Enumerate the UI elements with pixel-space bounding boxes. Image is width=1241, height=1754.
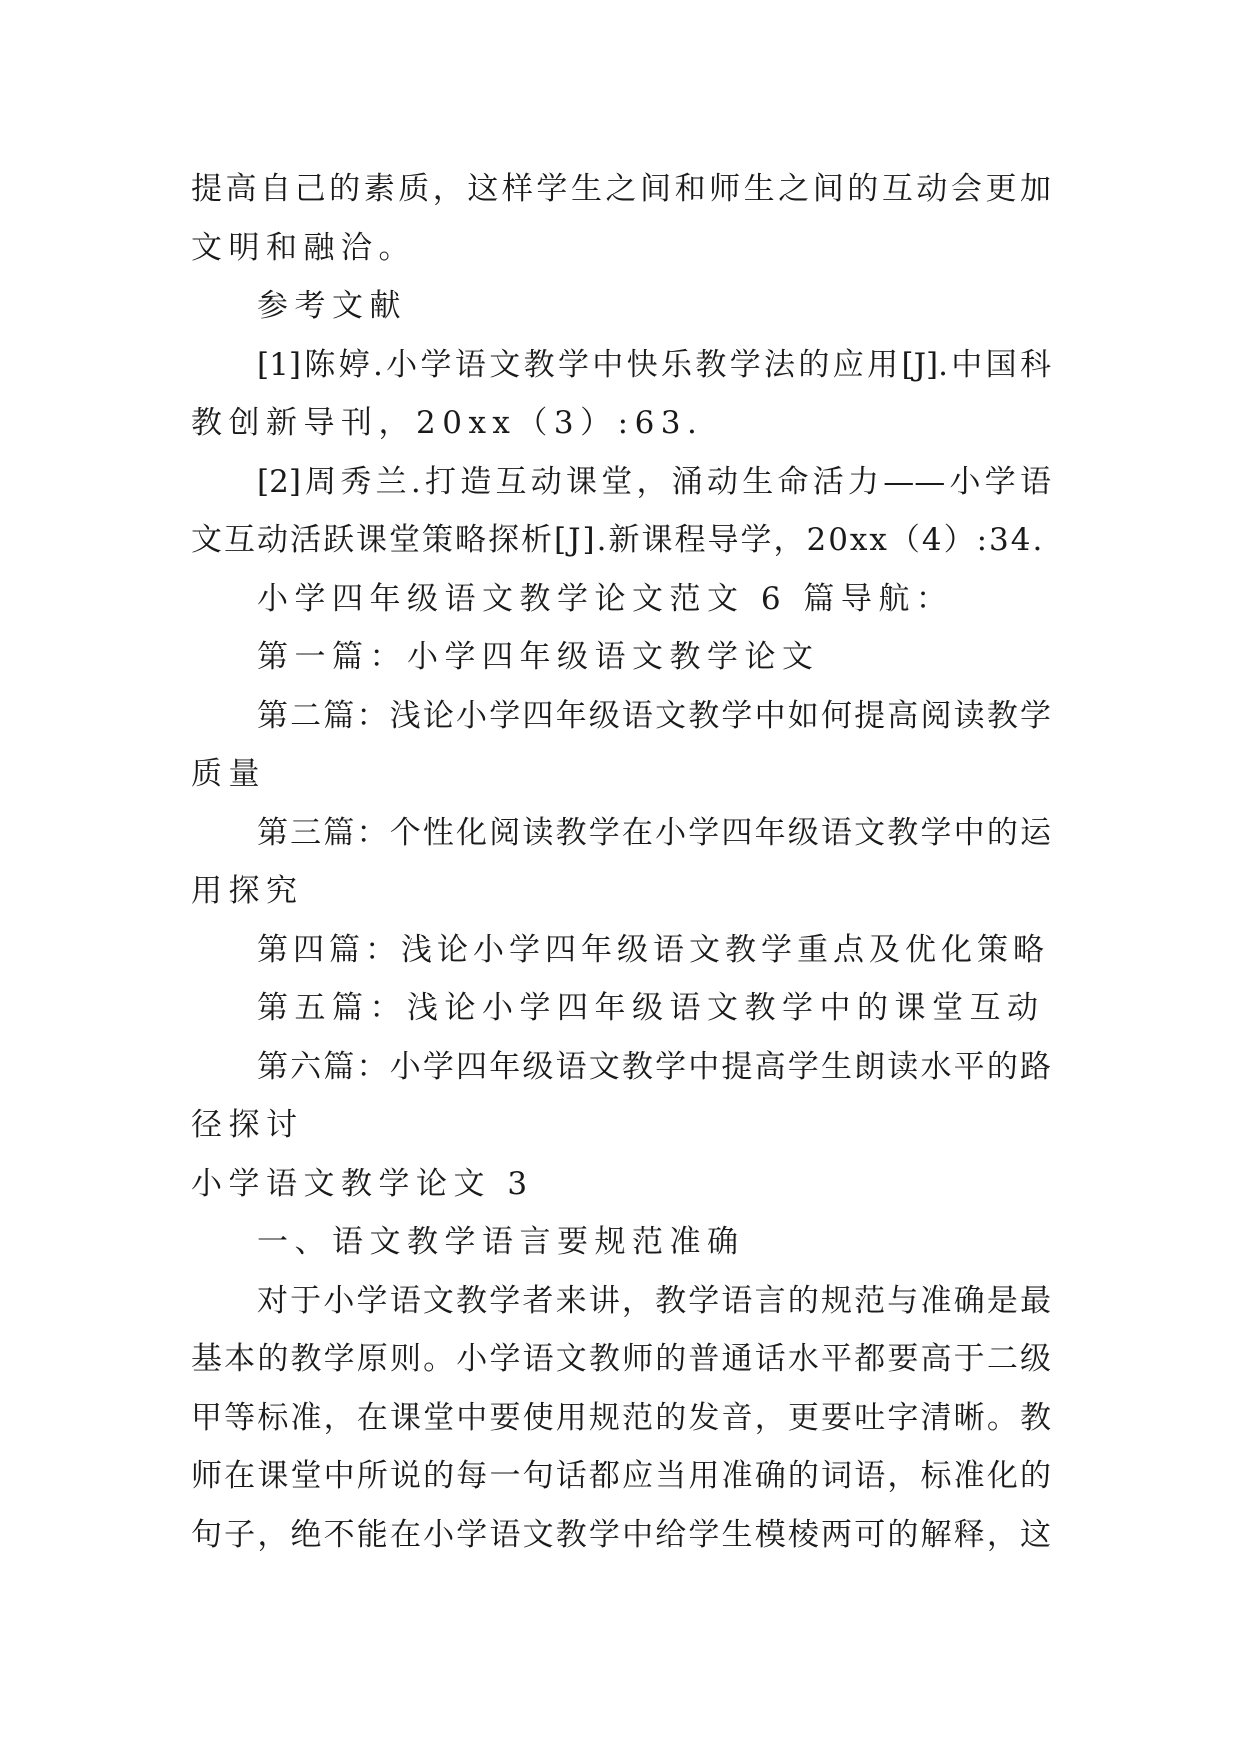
paragraph-nav-heading xyxy=(191,570,1051,629)
paragraph-nav-5 xyxy=(191,979,1051,1038)
paragraph-section-heading-1 xyxy=(191,1213,1051,1272)
paragraph-reference-2 xyxy=(191,453,1051,570)
paragraph-nav-2 xyxy=(191,687,1051,804)
paragraph-article-title xyxy=(191,1155,1051,1214)
text-line: 质量 xyxy=(191,756,266,792)
text-line: [1]陈婷.小学语文教学中快乐教学法的应用[J].中国科 xyxy=(257,346,1051,383)
paragraph-reference-1 xyxy=(191,336,1051,453)
text-line: 第三篇：个性化阅读教学在小学四年级语文教学中的运 xyxy=(257,814,1051,851)
text-line: 径探讨 xyxy=(191,1107,304,1143)
text-line: 甲等标准，在课堂中要使用规范的发音，更要吐字清晰。教 xyxy=(191,1399,1051,1436)
paragraph-references-heading xyxy=(191,277,1051,336)
text-line: 第六篇：小学四年级语文教学中提高学生朗读水平的路 xyxy=(257,1048,1051,1085)
text-line: 第四篇：浅论小学四年级语文教学重点及优化策略 xyxy=(257,931,1049,968)
text-line: 文互动活跃课堂策略探析[J].新课程导学，20xx（4）:34. xyxy=(191,522,1045,558)
paragraph-body-1 xyxy=(191,1272,1051,1565)
text-line: 教创新导刊，20xx（3）:63. xyxy=(191,405,704,441)
text-line: 第一篇：小学四年级语文教学论文 xyxy=(257,639,820,675)
paragraph-nav-3 xyxy=(191,804,1051,921)
text-line: 文明和融洽。 xyxy=(191,229,416,266)
text-line: 基本的教学原则。小学语文教师的普通话水平都要高于二级 xyxy=(191,1341,1051,1377)
text-line: 提高自己的素质，这样学生之间和师生之间的互动会更加 xyxy=(191,171,1051,207)
text-line: 小学四年级语文教学论文范文 6 篇导航： xyxy=(257,580,954,617)
document-page xyxy=(191,160,1051,1564)
text-line: 第五篇：浅论小学四年级语文教学中的课堂互动 xyxy=(257,990,1045,1026)
text-line: 用探究 xyxy=(191,873,304,909)
text-line: 对于小学语文教学者来讲，教学语言的规范与准确是最 xyxy=(257,1282,1051,1319)
text-line: 参考文献 xyxy=(257,288,407,324)
text-line: [2]周秀兰.打造互动课堂，涌动生命活力——小学语 xyxy=(257,463,1051,500)
text-line: 一、语文教学语言要规范准确 xyxy=(257,1224,745,1260)
paragraph-nav-4 xyxy=(191,921,1051,980)
text-line: 句子，绝不能在小学语文教学中给学生模棱两可的解释，这 xyxy=(191,1516,1051,1553)
paragraph-nav-1 xyxy=(191,628,1051,687)
text-line: 第二篇：浅论小学四年级语文教学中如何提高阅读教学 xyxy=(257,697,1051,734)
text-line: 师在课堂中所说的每一句话都应当用准确的词语，标准化的 xyxy=(191,1458,1051,1494)
text-line: 小学语文教学论文 3 xyxy=(191,1165,534,1202)
paragraph-intro-end xyxy=(191,160,1051,277)
paragraph-nav-6 xyxy=(191,1038,1051,1155)
